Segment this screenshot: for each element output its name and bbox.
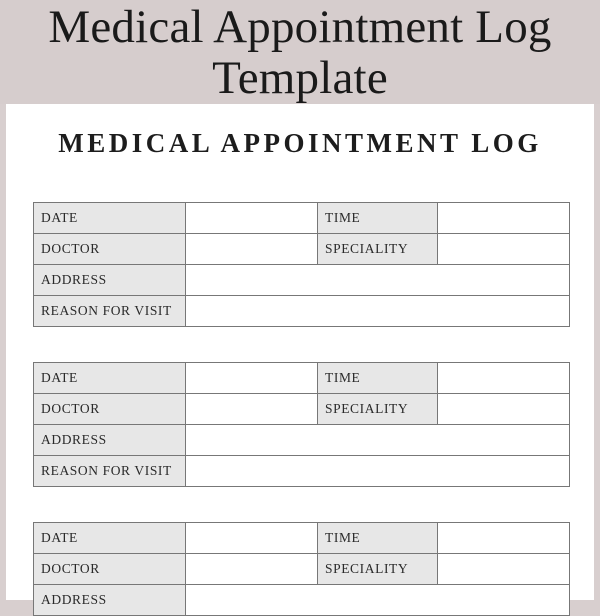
table-row (34, 394, 570, 425)
doctor-field[interactable] (186, 394, 318, 425)
speciality-label: SPECIALITY (318, 394, 438, 425)
banner (0, 0, 600, 104)
doctor-label: DOCTOR (34, 394, 186, 425)
appointment-entry-3 (33, 522, 570, 616)
reason-field[interactable] (186, 456, 570, 487)
table-row (34, 203, 570, 234)
table-row (34, 296, 570, 327)
time-field[interactable] (438, 363, 570, 394)
date-field[interactable] (186, 363, 318, 394)
banner-title: Medical Appointment Log (48, 1, 552, 53)
table-row (34, 456, 570, 487)
time-field[interactable] (438, 203, 570, 234)
table-row (34, 265, 570, 296)
speciality-label: SPECIALITY (318, 554, 438, 585)
address-label: ADDRESS (34, 585, 186, 616)
doctor-label: DOCTOR (34, 234, 186, 265)
doctor-label: DOCTOR (34, 554, 186, 585)
address-label: ADDRESS (34, 425, 186, 456)
address-label: ADDRESS (34, 265, 186, 296)
appointment-entry-2 (33, 362, 570, 487)
date-label: DATE (34, 363, 186, 394)
speciality-label: SPECIALITY (318, 234, 438, 265)
time-field[interactable] (438, 523, 570, 554)
table-row (34, 523, 570, 554)
banner-subtitle: Template (212, 52, 388, 104)
table-row (34, 363, 570, 394)
speciality-field[interactable] (438, 394, 570, 425)
table-row (34, 234, 570, 265)
date-field[interactable] (186, 203, 318, 234)
time-label: TIME (318, 203, 438, 234)
speciality-field[interactable] (438, 554, 570, 585)
date-label: DATE (34, 203, 186, 234)
date-field[interactable] (186, 523, 318, 554)
table-row (34, 425, 570, 456)
table-row (34, 554, 570, 585)
time-label: TIME (318, 363, 438, 394)
doctor-field[interactable] (186, 554, 318, 585)
table-row (34, 585, 570, 616)
reason-label: REASON FOR VISIT (34, 296, 186, 327)
reason-label: REASON FOR VISIT (34, 456, 186, 487)
time-label: TIME (318, 523, 438, 554)
reason-field[interactable] (186, 296, 570, 327)
speciality-field[interactable] (438, 234, 570, 265)
address-field[interactable] (186, 585, 570, 616)
address-field[interactable] (186, 265, 570, 296)
log-sheet (6, 104, 594, 607)
appointment-entry-1 (33, 202, 570, 327)
sheet-heading: MEDICAL APPOINTMENT LOG (58, 128, 542, 158)
address-field[interactable] (186, 425, 570, 456)
doctor-field[interactable] (186, 234, 318, 265)
date-label: DATE (34, 523, 186, 554)
